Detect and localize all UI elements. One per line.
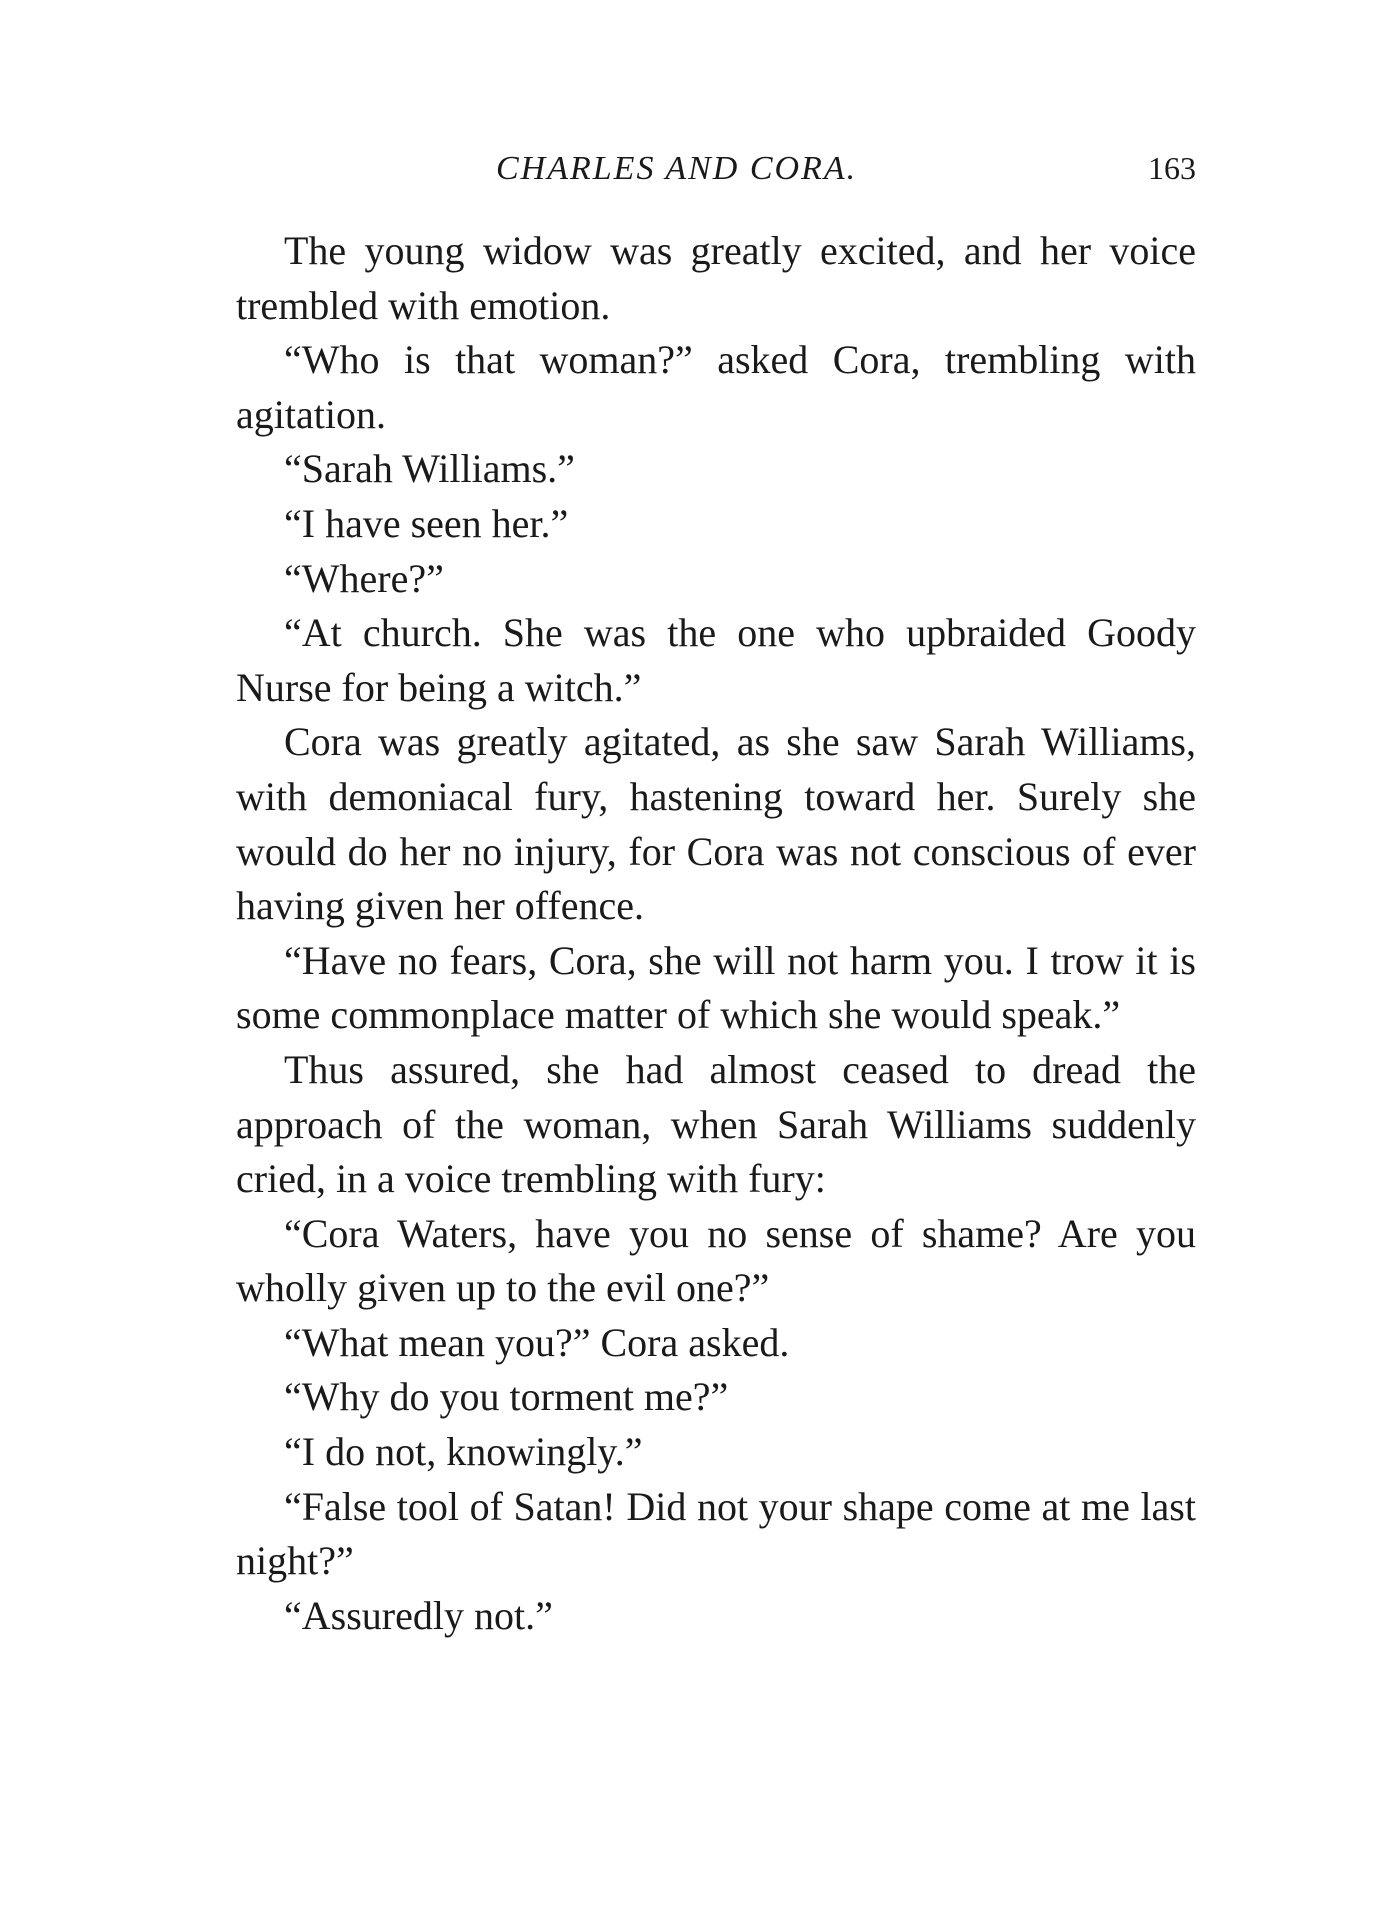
- paragraph: “I have seen her.”: [284, 500, 569, 546]
- page-number: 163: [1148, 150, 1196, 186]
- paragraph: “False tool of Satan! Did not your shape come at me last night?”: [236, 1483, 1196, 1584]
- paragraph: “Why do you torment me?”: [284, 1374, 729, 1420]
- paragraph: Thus assured, she had almost ceased to dread the approach of the woman, when Sarah Williams suddenly cried, in a voice trembling with fury:: [236, 1046, 1196, 1202]
- paragraph: “Sarah Williams.”: [284, 446, 575, 492]
- paragraph: “Cora Waters, have you no sense of shame? Are you wholly given up to the evil one?”: [236, 1210, 1196, 1311]
- paragraph: “Assuredly not.”: [284, 1592, 553, 1638]
- paragraph: “What mean you?” Cora asked.: [284, 1319, 790, 1365]
- paragraph: “Who is that woman?” asked Cora, trembling with agitation.: [236, 337, 1196, 437]
- running-head: [236, 150, 1196, 200]
- paragraph: Cora was greatly agitated, as she saw Sarah Williams, with demoniacal fury, hastening toward her. Surely she would do her no injury, for Cora was not conscious of ever having given her offence.: [236, 719, 1196, 929]
- body-text: [236, 224, 1196, 1643]
- paragraph: “I do not, knowingly.”: [284, 1429, 643, 1475]
- running-title: CHARLES AND CORA.: [496, 150, 858, 187]
- paragraph: “At church. She was the one who upbraided Goody Nurse for being a witch.”: [236, 610, 1196, 710]
- paragraph: “Have no fears, Cora, she will not harm you. I trow it is some commonplace matter of which she would speak.”: [236, 937, 1196, 1038]
- paragraph: The young widow was greatly excited, and her voice trembled with emotion.: [236, 228, 1196, 328]
- paragraph: “Where?”: [284, 555, 444, 601]
